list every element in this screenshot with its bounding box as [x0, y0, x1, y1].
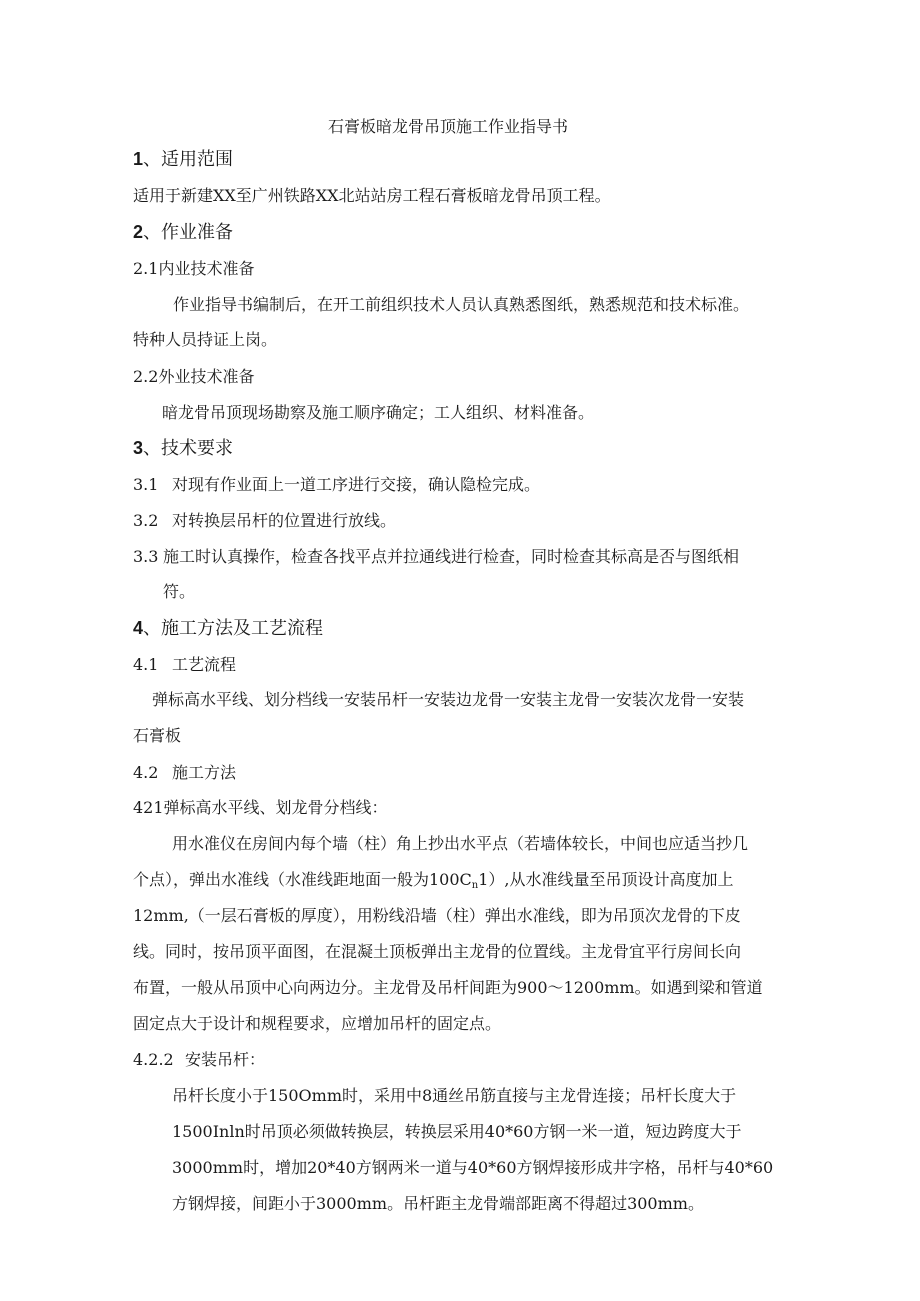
section-1-text: 适用于新建XX至广州铁路XX北站站房工程石膏板暗龙骨吊顶工程。: [133, 186, 611, 205]
item-4-2-number: 4.2: [133, 763, 159, 782]
section-title: 、适用范围: [143, 149, 234, 170]
text-run: 个点），弹出水准线（水准线距地面一般为100C: [133, 870, 472, 889]
section-number: 4: [133, 618, 144, 638]
doc-title: 石膏板暗龙骨吊顶施工作业指导书: [328, 117, 569, 136]
section-1-heading: [133, 148, 233, 171]
item-4-1-number: 4.1: [133, 655, 159, 674]
item-3-3-number: 3.3: [133, 547, 159, 566]
paragraph-line: 线。同时，按吊顶平面图，在混凝土顶板弹出主龙骨的位置线。主龙骨宜平行房间长向: [133, 942, 742, 961]
item-3-3-text: 施工时认真操作，检查各找平点并拉通线进行检查，同时检查其标高是否与图纸相: [163, 547, 740, 566]
item-3-2-number: 3.2: [133, 511, 159, 530]
item-3-1-text: 对现有作业面上一道工序进行交接，确认隐检完成。: [172, 475, 541, 494]
paragraph-line: 固定点大于设计和规程要求，应增加吊杆的固定点。: [133, 1014, 502, 1033]
item-4-2-title: 施工方法: [172, 763, 237, 782]
paragraph-line: 特种人员持证上岗。: [133, 330, 278, 349]
section-title: 、技术要求: [143, 438, 234, 459]
item-3-2-text: 对转换层吊杆的位置进行放线。: [172, 511, 397, 530]
paragraph-line: 吊杆长度小于150Omm时，采用中8通丝吊筋直接与主龙骨连接；吊杆长度大于: [172, 1086, 737, 1105]
paragraph-line: 布置，一般从吊顶中心向两边分。主龙骨及吊杆间距为900～1200mm。如遇到梁和管道: [133, 978, 763, 997]
item-3-1-number: 3.1: [133, 475, 159, 494]
subsection-2-1-title: 2.1内业技术准备: [133, 259, 255, 278]
text-run: 1）,从水准线量至吊顶设计高度加上: [478, 870, 734, 889]
section-title: 、施工方法及工艺流程: [143, 618, 324, 639]
section-3-heading: [133, 437, 233, 460]
section-number: 3: [133, 438, 144, 458]
section-number: 2: [133, 222, 144, 242]
process-flow-line: 弹标高水平线、划分档线一安装吊杆一安装边龙骨一安装主龙骨一安装次龙骨一安装: [152, 690, 745, 709]
paragraph-line: 作业指导书编制后，在开工前组织技术人员认真熟悉图纸，熟悉规范和技术标准。: [173, 295, 750, 314]
paragraph-line: 3000mm时，增加20*40方钢两米一道与40*60方钢焊接形成井字格，吊杆与40*60: [172, 1158, 774, 1177]
subscript-text: n: [471, 880, 479, 891]
item-4-2-2-number: 4.2.2: [133, 1050, 174, 1069]
paragraph-line: 暗龙骨吊顶现场勘察及施工顺序确定；工人组织、材料准备。: [162, 403, 595, 422]
paragraph-line: 1500Inln时吊顶必须做转换层，转换层采用40*60方钢一米一道，短边跨度大于: [172, 1122, 742, 1141]
paragraph-line: [133, 869, 734, 897]
section-title: 、作业准备: [143, 222, 234, 243]
paragraph-line: 12mm,（一层石膏板的厚度），用粉线沿墙（柱）弹出水准线，即为吊顶次龙骨的下皮: [133, 906, 741, 925]
item-4-2-2-title: 安装吊杆：: [185, 1050, 266, 1069]
paragraph-line: 方钢焊接，间距小于3000mm。吊杆距主龙骨端部距离不得超过300mm。: [172, 1194, 704, 1213]
section-2-heading: [133, 221, 233, 244]
section-number: 1: [133, 149, 144, 169]
process-flow-line: 石膏板: [133, 726, 182, 745]
section-4-heading: [133, 617, 323, 640]
item-4-1-title: 工艺流程: [172, 655, 237, 674]
paragraph-line: 用水准仪在房间内每个墙（柱）角上抄出水平点（若墙体较长，中间也应适当抄几: [172, 834, 749, 853]
subsection-2-2-title: 2.2外业技术准备: [133, 367, 255, 386]
item-3-3-text-cont: 符。: [163, 582, 196, 601]
item-4-2-1-title: 421弹标高水平线、划龙骨分档线：: [133, 798, 388, 817]
